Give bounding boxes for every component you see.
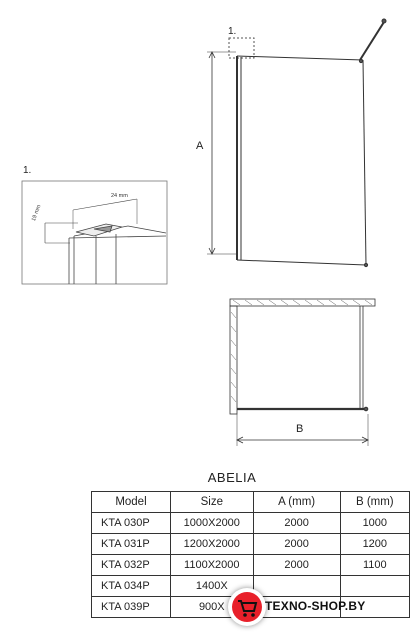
cell-size: 1400X [170,576,253,597]
cell-size: 1100X2000 [170,555,253,576]
header-b: B (mm) [340,492,409,513]
shop-cart-logo-icon [228,588,266,626]
header-a: A (mm) [253,492,340,513]
cell-model: KTA 039P [92,597,171,618]
watermark-logo [226,586,410,634]
header-model: Model [92,492,171,513]
detail-callout-left: 1. [23,165,32,176]
cell-model: KTA 034P [92,576,171,597]
cell-model: KTA 030P [92,513,171,534]
front-elevation [207,19,386,267]
cell-b: 1200 [340,534,409,555]
cell-size: 1000X2000 [170,513,253,534]
series-title: ABELIA [207,470,257,485]
table-row [92,534,410,555]
cell-size: 900X [170,597,253,618]
profile-detail [22,181,167,284]
dimension-19mm-label: 19 mm [31,204,43,223]
cell-a: 2000 [253,534,340,555]
table-row [92,513,410,534]
cell-model: KTA 031P [92,534,171,555]
cell-b: 1000 [340,513,409,534]
cell-a: 2000 [253,513,340,534]
cell-b: 1100 [340,555,409,576]
header-size: Size [170,492,253,513]
dimension-b-label: B [296,423,304,435]
cell-a: 2000 [253,555,340,576]
watermark-text: TEXNO-SHOP.BY [265,599,366,613]
table-row [92,555,410,576]
detail-callout-top: 1. [228,26,237,37]
cell-model: KTA 032P [92,555,171,576]
dimension-a-label: A [196,140,204,152]
table-header-row [92,492,410,513]
dimension-24mm-label: 24 mm [111,193,128,199]
cell-size: 1200X2000 [170,534,253,555]
